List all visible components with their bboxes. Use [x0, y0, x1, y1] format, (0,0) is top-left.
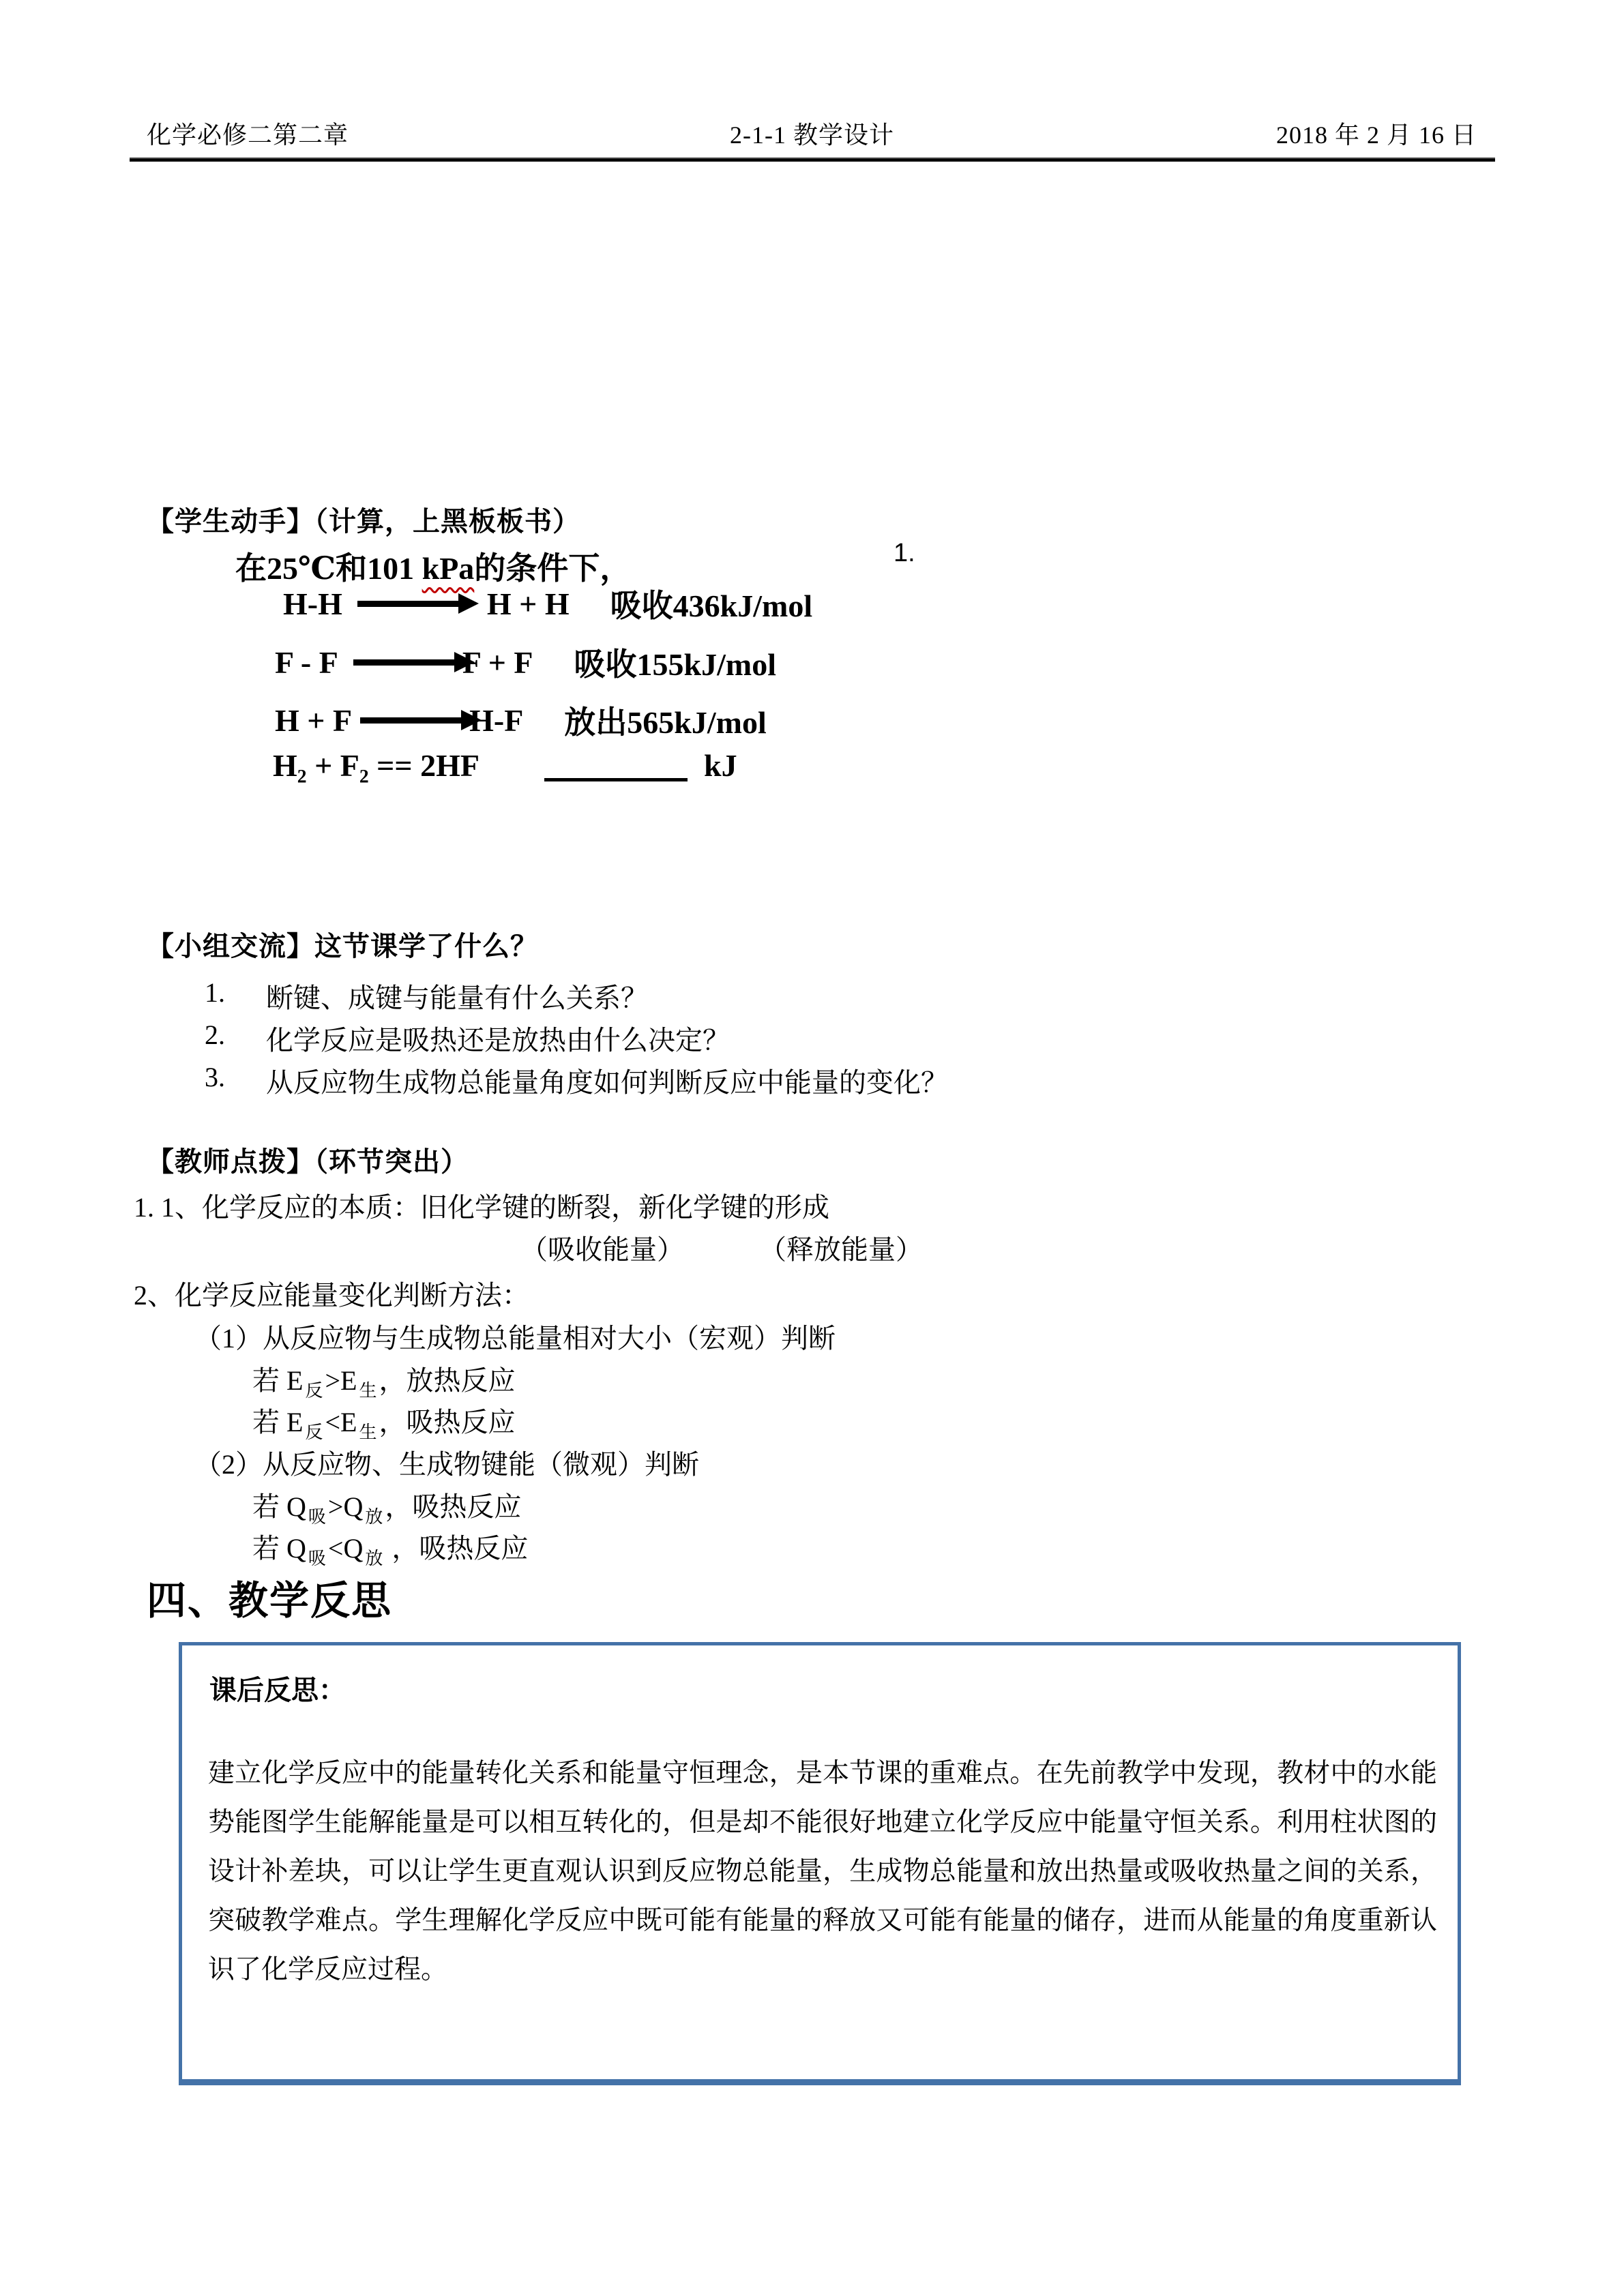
equation-product: F + F — [462, 644, 533, 680]
comparison-operator: < — [327, 1533, 344, 1564]
header-rule — [130, 158, 1495, 162]
summary-formula-row — [273, 747, 737, 784]
reaction-arrow-icon — [360, 717, 462, 724]
discussion-item — [205, 1061, 948, 1100]
judgment-result: ，吸热反应 — [379, 1407, 516, 1437]
judgment-row — [252, 1401, 515, 1440]
subscript-label: 放 — [365, 1549, 383, 1568]
judgment-prefix: 若 Q — [252, 1533, 306, 1564]
judgment-result: ，放热反应 — [379, 1365, 516, 1396]
condition-pre: 在25℃和101 — [235, 551, 422, 586]
list-item-text: 从反应物生成物总能量角度如何判断反应中能量的变化？ — [266, 1067, 948, 1098]
reaction-equation-row — [275, 698, 767, 743]
equation-energy-note: 吸收436kJ/mol — [610, 588, 813, 623]
comparison-operator: > — [327, 1491, 344, 1522]
header-course-label: 化学必修二第二章 — [147, 121, 349, 149]
equation-product: H + H — [486, 586, 570, 621]
method-item-macro: （1）从反应物与生成物总能量相对大小（宏观）判断 — [194, 1323, 836, 1354]
judgment-row — [252, 1485, 522, 1527]
equation-reactant: F - F — [275, 644, 338, 680]
judgment-result: ，吸热反应 — [385, 1533, 529, 1564]
discussion-item — [205, 1019, 730, 1058]
subscript-label: 生 — [359, 1381, 377, 1401]
judgment-symbol: Q — [343, 1491, 364, 1522]
judgment-prefix: 若 E — [252, 1407, 304, 1437]
formula-text: H₂ + F₂ == 2HF — [273, 748, 479, 783]
list-item-text: 化学反应是吸热还是放热由什么决定？ — [266, 1025, 730, 1056]
section-title-teacher-guidance: 【教师点拨】（环节突出） — [147, 1146, 469, 1177]
judgment-row — [252, 1359, 516, 1401]
subscript-label: 放 — [365, 1507, 383, 1527]
list-item-number: 2. — [205, 1019, 225, 1050]
reaction-arrow-icon — [353, 659, 456, 666]
judgment-prefix: 若 E — [252, 1365, 304, 1396]
teacher-point-line-2: 2、化学反应能量变化判断方法： — [134, 1280, 529, 1311]
subscript-label: 反 — [305, 1422, 323, 1442]
subscript-label: 生 — [359, 1422, 377, 1442]
judgment-prefix: 若 Q — [252, 1491, 306, 1522]
list-item-number: 1. — [205, 977, 225, 1008]
subscript-label: 吸 — [308, 1549, 326, 1568]
reflection-box-body: 建立化学反应中的能量转化关系和能量守恒理念，是本节课的重难点。在先前教学中发现，教材中的水能势能图学生能解能量是可以相互转化的，但是却不能很好地建立化学反应中能量守恒关系。利用柱状图的设计补差块，可以让学生更直观认识到反应物总能量，生成物总能量和放出热量或吸收热量之间的关系，突破教学难点。学生理解化学反应中既可能有能量的释放又可能有能量的储存，进而从能量的角度重新认识了化学反应过程。 — [208, 1759, 1437, 1984]
judgment-symbol: E — [340, 1365, 357, 1396]
reaction-equation-row — [283, 581, 812, 626]
comparison-operator: < — [325, 1407, 341, 1437]
equation-reactant: H-H — [283, 586, 342, 621]
header-doc-title: 2-1-1 教学设计 — [730, 121, 894, 149]
condition-post: 的条件下， — [474, 551, 632, 586]
section-title-student-hands-on: 【学生动手】（计算，上黑板板书） — [147, 506, 580, 537]
judgment-symbol: Q — [343, 1533, 364, 1564]
discussion-item — [205, 976, 648, 1015]
list-item-number: 3. — [205, 1062, 225, 1092]
section-title-group-discussion: 【小组交流】这节课学了什么？ — [147, 931, 538, 961]
method-item-micro: （2）从反应物、生成物键能（微观）判断 — [194, 1449, 699, 1480]
reaction-arrow-icon — [357, 601, 460, 607]
stray-list-number: 1. — [894, 539, 915, 567]
reflection-box — [179, 1642, 1461, 2085]
reaction-equation-row — [275, 640, 776, 685]
kpa-spellcheck-underline: kPa — [422, 551, 475, 586]
subscript-label: 吸 — [308, 1507, 326, 1527]
teacher-point-line-1: 1. 1、化学反应的本质：旧化学键的断裂，新化学键的形成 — [134, 1192, 829, 1223]
judgment-row — [252, 1527, 528, 1566]
equation-reactant: H + F — [275, 702, 353, 738]
subscript-label: 反 — [305, 1381, 323, 1401]
judgment-result: ，吸热反应 — [385, 1491, 522, 1522]
chapter-heading-reflection: 四、教学反思 — [147, 1579, 393, 1623]
energy-absorb-label: （吸收能量） — [520, 1234, 684, 1265]
equation-product: H-F — [469, 702, 524, 738]
answer-blank-line — [544, 749, 688, 781]
list-item-text: 断键、成键与能量有什么关系？ — [266, 983, 648, 1013]
equation-energy-note: 放出565kJ/mol — [564, 705, 767, 740]
equation-energy-note: 吸收155kJ/mol — [574, 647, 776, 682]
judgment-symbol: E — [340, 1407, 357, 1437]
energy-annotation-row — [520, 1228, 923, 1267]
energy-release-label: （释放能量） — [759, 1234, 923, 1265]
reflection-box-label: 课后反思： — [209, 1675, 346, 1705]
formula-unit: kJ — [703, 748, 737, 783]
header-date: 2018 年 2 月 16 日 — [1275, 121, 1477, 149]
comparison-operator: > — [325, 1365, 341, 1396]
